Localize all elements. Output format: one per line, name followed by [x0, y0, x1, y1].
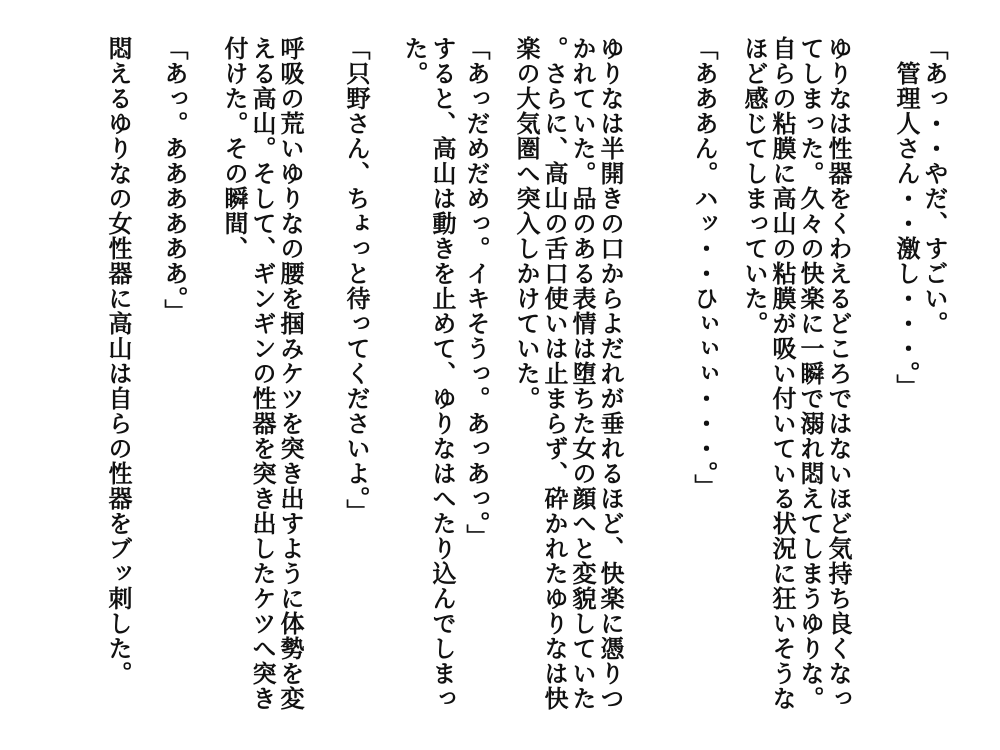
paragraph-dialogue-2: 「あああん。ハッ・・ひぃぃぃ・・・。」 [690, 36, 719, 499]
paragraph-narration-3: すると、高山は動きを止めて、ゆりなはへたり込んでしまっ た。 [400, 36, 457, 711]
paragraph-narration-1: ゆりなは性器をくわえるどころではないほど気持ち良くなっ てしまった。久々の快楽に一瞬で溺れ悶えてしまうゆりな。 自らの粘膜に高山の粘膜が吸い付いている状況に狂いそうな ほど感じてしまっていた。 [740, 36, 853, 711]
paragraph-narration-2: ゆりなは半開きの口からよだれが垂れるほど、快楽に憑りつ かれていた。品のある表情は堕ちた女の顔へと変貌していた 。さらに、高山の舌口使いは止まらず、砕かれたゆりなは快 楽の大気圏へ突入しかけていた。 [512, 36, 625, 711]
paragraph-narration-5: 悶えるゆりなの女性器に高山は自らの性器をブッ刺した。 [104, 36, 133, 686]
paragraph-narration-4: 呼吸の荒いゆりなの腰を掴みケツを突き出すように体勢を変 える高山。そして、ギンギンの性器を突き出したケツへ突き 付けた。その瞬間、 [220, 36, 305, 711]
paragraph-dialogue-1: 「あっ・・やだ、すごい。 管理人さん・・激し・・・。」 [892, 36, 949, 399]
paragraph-dialogue-3: 「あっだめだめっ。イキそうっ。あっあっ。」 [462, 36, 491, 549]
paragraph-dialogue-5: 「あっ。ああああああ。」 [160, 36, 189, 324]
paragraph-dialogue-4: 「只野さん、ちょっと待ってくださいよ。」 [342, 36, 371, 524]
